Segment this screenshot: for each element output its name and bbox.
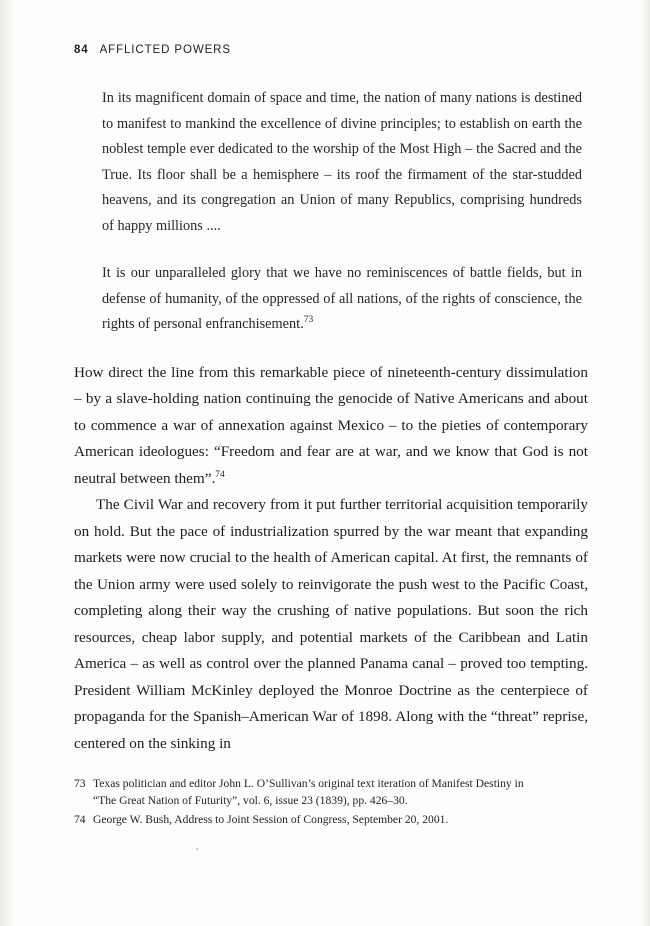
footnote-73-line2: “The Great Nation of Futurity”, vol. 6, issue 23 (1839), pp. 426–30.	[93, 794, 408, 808]
footnote-73-text	[93, 775, 588, 810]
page-left-edge-shadow	[0, 0, 14, 926]
block-quote-2-text: It is our unparalleled glory that we have no reminiscences of battle fields, but in defense of humanity, of the oppressed of all nations, of the rights of conscience, the rights of personal enfranchisement.	[102, 265, 582, 332]
footnote-74-line1: George W. Bush, Address to Joint Session of Congress, September 20, 2001.	[93, 812, 449, 826]
footnote-marker-74: 74	[215, 469, 225, 480]
block-quote-2	[102, 261, 582, 338]
paragraph-1-text: How direct the line from this remarkable piece of nineteenth-century dissimulation – by a slave-holding nation continuing the genocide of Native Americans and about to commence a war of annexation against Mexico – to the pieties of contemporary American ideologues: “Freedom and fear are at war, and we know that God is not neutral between them”.	[74, 363, 588, 487]
block-quote-1	[102, 86, 582, 239]
page-content	[74, 44, 588, 757]
footnotes	[74, 775, 588, 829]
block-quote-1-text: In its magnificent domain of space and time, the nation of many nations is destined to manifest to mankind the excellence of divine principles; to establish on earth the noblest temple ever dedicated to the worship of the Most High – the Sacred and the True. Its floor shall be a hemisphere – its roof the firmament of the star-studded heavens, and its congregation an Union of many Republics, comprising hundreds of happy millions ....	[102, 90, 582, 234]
paragraph-2-text: The Civil War and recovery from it put further territorial acquisition temporarily on hold. But the pace of industrialization spurred by the war meant that expanding markets were now crucial to the health of American capital. At first, the remnants of the Union army were used solely to reinvigorate the push west to the Pacific Coast, completing along their way the crushing of native populations. But soon the rich resources, cheap labor supply, and potential markets of the Caribbean and Latin America – as well as control over the planned Panama canal – proved too tempting. President William McKinley deployed the Monroe Doctrine as the centerpiece of propaganda for the Spanish–American War of 1898. Along with the “threat” reprise, centered on the sinking in	[74, 496, 588, 752]
page-right-edge-shadow	[640, 0, 650, 926]
footnote-73	[74, 775, 588, 810]
book-title: AFFLICTED POWERS	[99, 44, 231, 56]
footnote-73-line1: Texas politician and editor John L. O’Sullivan’s original text iteration of Manifest Destiny in	[93, 777, 524, 790]
paragraph-1	[74, 360, 588, 493]
footnote-74-number: 74	[74, 812, 86, 826]
scan-speck	[196, 848, 198, 850]
footnote-73-number: 73	[74, 777, 86, 790]
running-head	[74, 44, 588, 56]
footnote-74	[74, 811, 588, 828]
footnote-74-text	[93, 811, 588, 828]
paragraph-2	[74, 492, 588, 757]
footnote-marker-73: 73	[303, 315, 314, 326]
page-number: 84	[74, 44, 89, 56]
